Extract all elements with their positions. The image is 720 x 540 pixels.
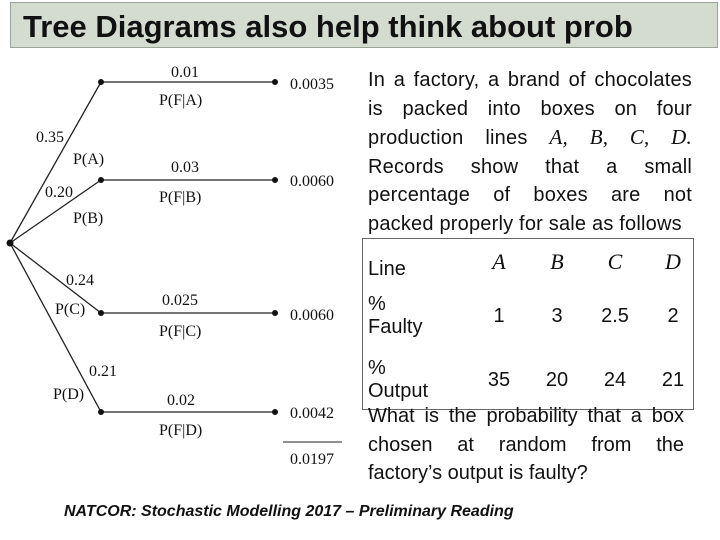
table-header-label: Line: [368, 257, 406, 280]
cond-label-d: P(F|D): [159, 422, 203, 439]
prior-prob-b: 0.20: [45, 184, 73, 201]
table-col-header: D: [665, 249, 681, 274]
slide-title: Tree Diagrams also help think about prob: [23, 9, 633, 44]
tree-diagram: [0, 55, 360, 475]
node-d: [98, 409, 104, 415]
table-cell: 21: [661, 368, 685, 391]
node-a: [98, 79, 104, 85]
title-bar: [10, 2, 718, 48]
root-node: [7, 240, 14, 247]
leaf-a: [272, 79, 278, 85]
joint-b: 0.0060: [290, 173, 334, 190]
conditional-branches: [101, 82, 275, 412]
table-row: [362, 284, 702, 348]
table-cell: 3: [551, 304, 563, 327]
row-label-line2: Faulty: [368, 316, 423, 338]
leaf-b: [272, 177, 278, 183]
problem-records: Records show that a small percentage of boxes are not packed properly for sale as follows: [368, 155, 692, 235]
leaf-c: [272, 310, 278, 316]
cond-prob-b: 0.03: [171, 159, 199, 176]
node-b: [98, 177, 104, 183]
cond-prob-c: 0.025: [162, 292, 198, 309]
row-label-line1: %: [368, 357, 386, 379]
row-label-line1: %: [368, 293, 386, 315]
question-text: What is the probability that a box chosen at random from the factory’s output is faulty?: [368, 405, 684, 484]
prior-prob-a: 0.35: [36, 129, 64, 146]
cond-label-a: P(F|A): [159, 92, 203, 109]
table-col-header: C: [607, 249, 623, 274]
cond-label-b: P(F|B): [159, 189, 202, 206]
cond-label-c: P(F|C): [159, 323, 202, 340]
leaf-d: [272, 409, 278, 415]
table-cell: 2: [667, 304, 679, 327]
joint-d: 0.0042: [290, 405, 334, 422]
prior-prob-d: 0.21: [89, 363, 117, 380]
joint-total: 0.0197: [290, 451, 334, 468]
production-lines-letters: A, B, C, D.: [549, 125, 693, 149]
table-col-header: B: [550, 249, 564, 274]
row-label-line2: Output: [368, 380, 429, 402]
table-col-header: A: [492, 249, 506, 274]
prior-label-d: P(D): [53, 386, 85, 403]
problem-intro: In a factory, a brand of chocolates is packed into boxes on four production lines: [368, 69, 692, 149]
table-cell: 24: [603, 368, 627, 391]
data-table: [362, 240, 702, 412]
problem-statement: [368, 66, 692, 237]
table-cell: 1: [493, 304, 505, 327]
joint-a: 0.0035: [290, 76, 334, 93]
table-cell: 2.5: [601, 304, 629, 327]
prior-label-b: P(B): [73, 210, 104, 227]
footer-text: NATCOR: Stochastic Modelling 2017 – Preliminary Reading: [64, 503, 514, 520]
table-cell: 20: [545, 368, 569, 391]
joint-c: 0.0060: [290, 307, 334, 324]
prior-prob-c: 0.24: [66, 272, 94, 289]
table-header-row: [362, 240, 702, 284]
node-c: [98, 310, 104, 316]
table-cell: 35: [487, 368, 511, 391]
prior-label-c: P(C): [55, 301, 86, 318]
cond-prob-a: 0.01: [171, 64, 199, 81]
prior-label-a: P(A): [73, 151, 105, 168]
cond-prob-d: 0.02: [167, 392, 195, 409]
